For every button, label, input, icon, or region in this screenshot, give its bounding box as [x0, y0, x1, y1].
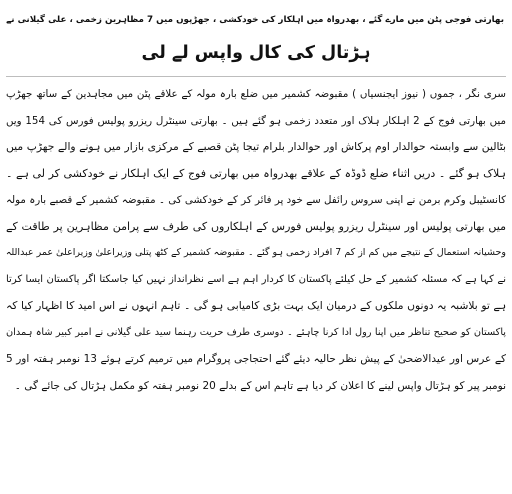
body-line: میں بھارتی فوج کے 2 اہلکار ہلاک اور متعدد زخمی ہو گئے ہیں ۔ بھارتی سینٹرل ریزرو پولیس فورس کی 154 ویں — [6, 114, 506, 127]
body-line: کے عرس اور عیدالاضحیٰ کے پیش نظر حالیہ دیئے گئے احتجاجی پروگرام میں ترمیم کرتے ہوئے 13 نومبر ہفتہ اور 5 — [6, 353, 506, 365]
body-line: نومبر پیر کو ہڑتال واپس لینے کا اعلان کر دیا ہے تاہم اس کے بدلے 20 نومبر ہفتہ کو مکمل ہڑتال کی جائے گی ۔ — [14, 379, 506, 392]
body-line: کانسٹیبل وکرم برمن نے اپنی سروس رائفل سے خود پر فائر کر کے خودکشی کی ۔ مقبوضہ کشمیر کے قصبے بارہ مولہ — [6, 194, 506, 206]
body-line: نے کہا ہے کہ مسئلہ کشمیر کے حل کیلئے پاکستان کا کردار اہم ہے اسے نظرانداز نہیں کیا جاسکتا اگر پاکستان ایسا کرتا — [6, 273, 506, 285]
body-line: میں بھارتی پولیس اور سینٹرل ریزرو پولیس فورس کے اہلکاروں کی طرف سے پرامن مظاہرین پر طاقت کے — [6, 219, 506, 233]
body-line: بٹالین سے وابستہ حوالدار اوم پرکاش اور حوالدار بلرام تیجا پٹن قصبے کے مرکزی بازار میں ہونے والے جھڑپ میں — [6, 140, 506, 153]
body-line: وحشیانہ استعمال کے نتیجے میں کم از کم 7 افراد زخمی ہو گئے ۔ مقبوضہ کشمیر کے کٹھ پتلی وزیراعلیٰ وزیراعلیٰ عمر عبداللہ — [6, 247, 506, 258]
body-line: ہے تو بلاشبہ یہ دونوں ملکوں کے درمیان ایک بہت بڑی کامیابی ہو گی ۔ تاہم انہوں نے اس امید کا اظہار کیا کہ — [6, 299, 506, 312]
headline-line: بھارتی فوجی پٹن میں مارے گئے ، بھدرواہ میں اہلکار کی خودکشی ، جھڑپوں میں 7 مظاہرین زخمی ، علی گیلانی نے — [6, 15, 504, 25]
headline-divider — [6, 76, 506, 77]
article-body — [6, 81, 506, 399]
headline-line: ہڑتال کی کال واپس لے لی — [141, 43, 371, 63]
headline — [6, 4, 506, 70]
body-line: ہلاک ہو گئے ۔ دریں اثناء ضلع ڈوڈہ کے علاقے بھدرواہ میں بھارتی فوج کے ایک اہلکار نے خودکشی کر لی ہے ۔ — [6, 166, 506, 180]
body-line: سری نگر ، جموں ( نیوز ایجنسیاں ) مقبوضہ کشمیر میں ضلع بارہ مولہ کے علاقے پٹن میں مجاہدین کے ساتھ جھڑپ — [6, 88, 506, 100]
body-line: پاکستان کو صحیح تناظر میں اپنا رول ادا کرنا چاہئے ۔ دوسری طرف حریت رہنما سید علی گیلانی نے امیر کبیر شاہ ہمدان — [6, 326, 506, 338]
